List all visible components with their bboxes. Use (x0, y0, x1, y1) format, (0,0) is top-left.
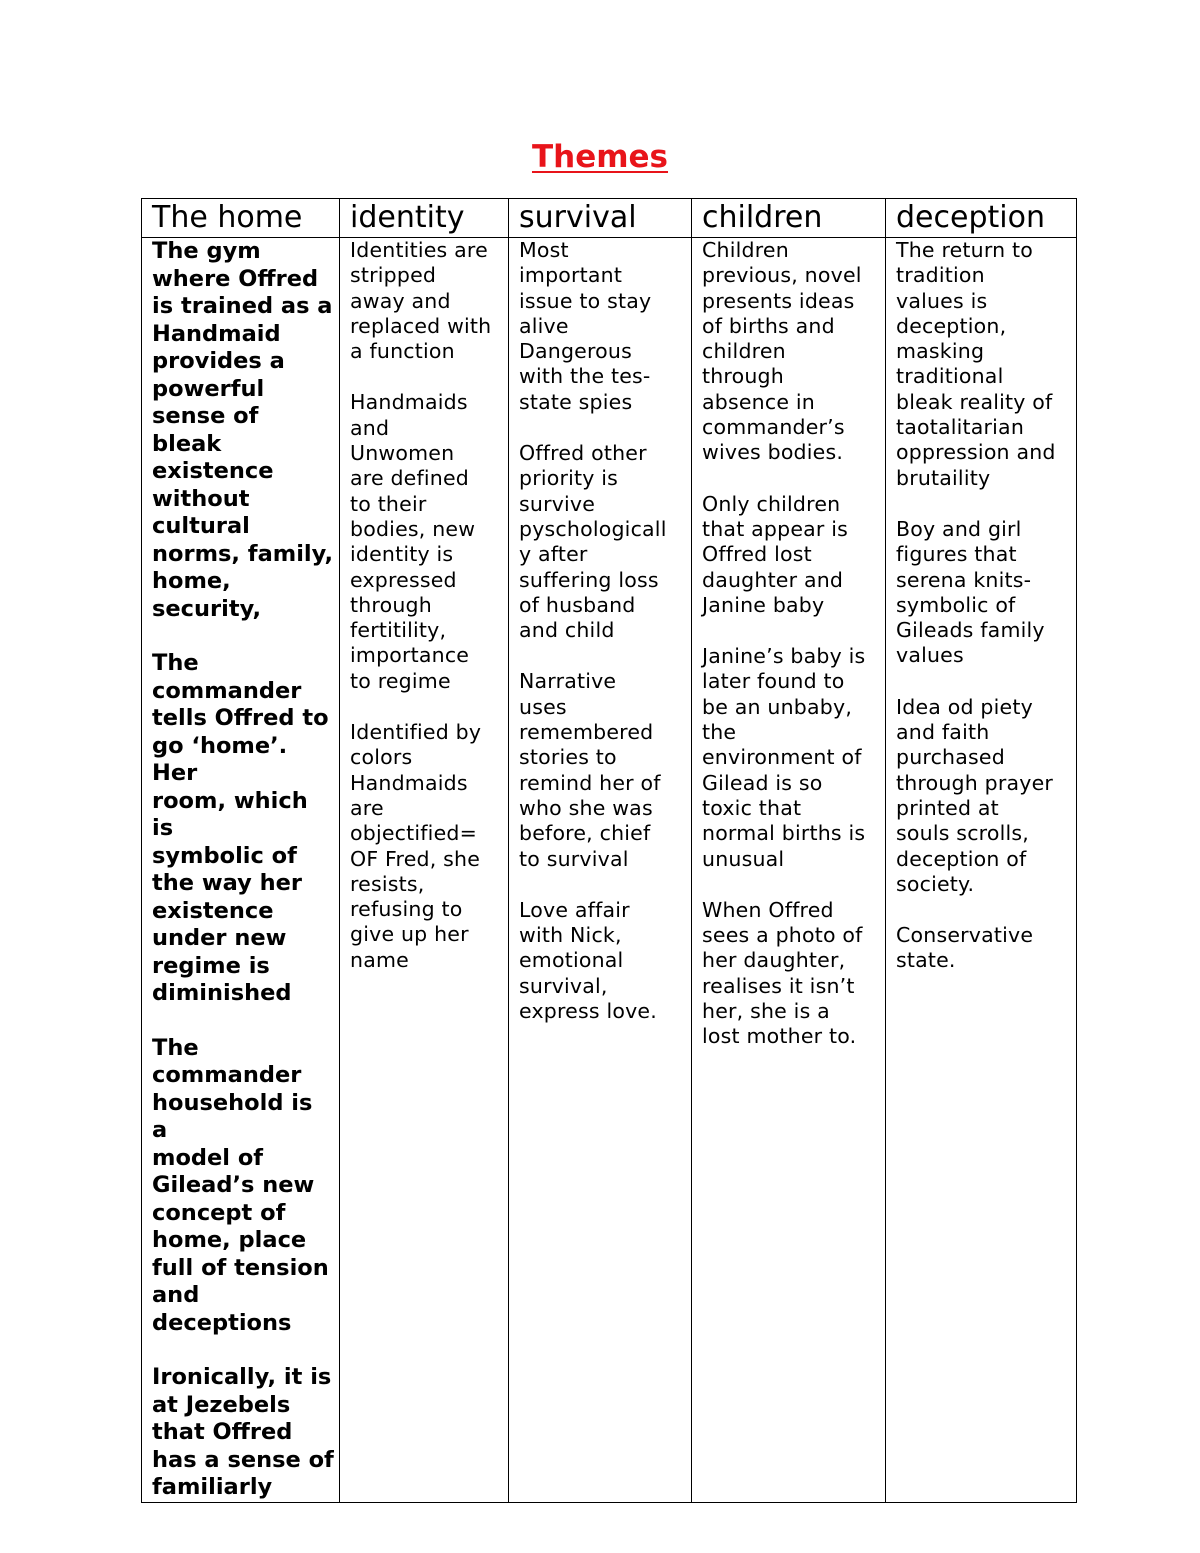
cell-paragraph: Narrative uses remembered stories to remind her of who she was before, chief to survival (519, 669, 661, 871)
cell-paragraph: Identities are stripped away and replaced with a function (350, 238, 492, 364)
cell-paragraph: Most important issue to stay alive Dangerous with the tes- state spies (519, 238, 652, 414)
cell-survival (509, 238, 692, 1503)
table-row (142, 238, 1077, 1503)
header-identity: identity (340, 199, 509, 238)
cell-paragraph: Children previous, novel presents ideas of births and children through absence in commander’s wives bodies. (702, 238, 862, 465)
cell-children (692, 238, 886, 1503)
cell-paragraph: Identified by colors Handmaids are objectified= OF Fred, she resists, refusing to give up her name (350, 720, 482, 972)
cell-paragraph: Janine’s baby is later found to be an unbaby, the environment of Gilead is so toxic that normal births is unusual (702, 644, 866, 871)
cell-paragraph: The return to tradition values is deception, masking traditional bleak reality of taotalitarian oppression and brutaility (896, 238, 1056, 490)
page-title: Themes (531, 139, 669, 175)
header-survival: survival (509, 199, 692, 238)
cell-paragraph: When Offred sees a photo of her daughter, realises it isn’t her, she is a lost mother to. (702, 897, 863, 1049)
cell-paragraph: Boy and girl figures that serena knits- symbolic of Gileads family values (896, 516, 1045, 668)
cell-identity (340, 238, 509, 1503)
cell-the-home (142, 238, 340, 1503)
header-the-home: The home (142, 199, 340, 238)
cell-paragraph: Idea od piety and faith purchased through prayer printed at souls scrolls, deception of society. (896, 694, 1054, 896)
header-children: children (692, 199, 886, 238)
cell-paragraph: Only children that appear is Offred lost daughter and Janine baby (702, 491, 849, 617)
cell-paragraph: The gym where Offred is trained as a Handmaid provides a powerful sense of bleak existence without cultural norms, family, home, security, (152, 238, 334, 622)
cell-paragraph: The commander tells Offred to go ‘home’. Her room, which is symbolic of the way her existence under new regime is diminished (152, 650, 329, 1006)
cell-paragraph: Handmaids and Unwomen are defined to their bodies, new identity is expressed through fertitility, importance to regime (350, 390, 476, 693)
cell-deception (886, 238, 1077, 1503)
cell-paragraph: Conservative state. (896, 923, 1034, 973)
cell-paragraph: The commander household is a model of Gilead’s new concept of home, place full of tension and deceptions (152, 1034, 329, 1336)
themes-table (141, 198, 1077, 1503)
cell-paragraph: Offred other priority is survive pyschologicall y after suffering loss of husband and child (519, 441, 667, 643)
table-header-row (142, 199, 1077, 238)
cell-paragraph: Love affair with Nick, emotional survival, express love. (519, 897, 657, 1024)
header-deception: deception (886, 199, 1077, 238)
cell-paragraph: Ironically, it is at Jezebels that Offred has a sense of familiarly (152, 1364, 334, 1500)
